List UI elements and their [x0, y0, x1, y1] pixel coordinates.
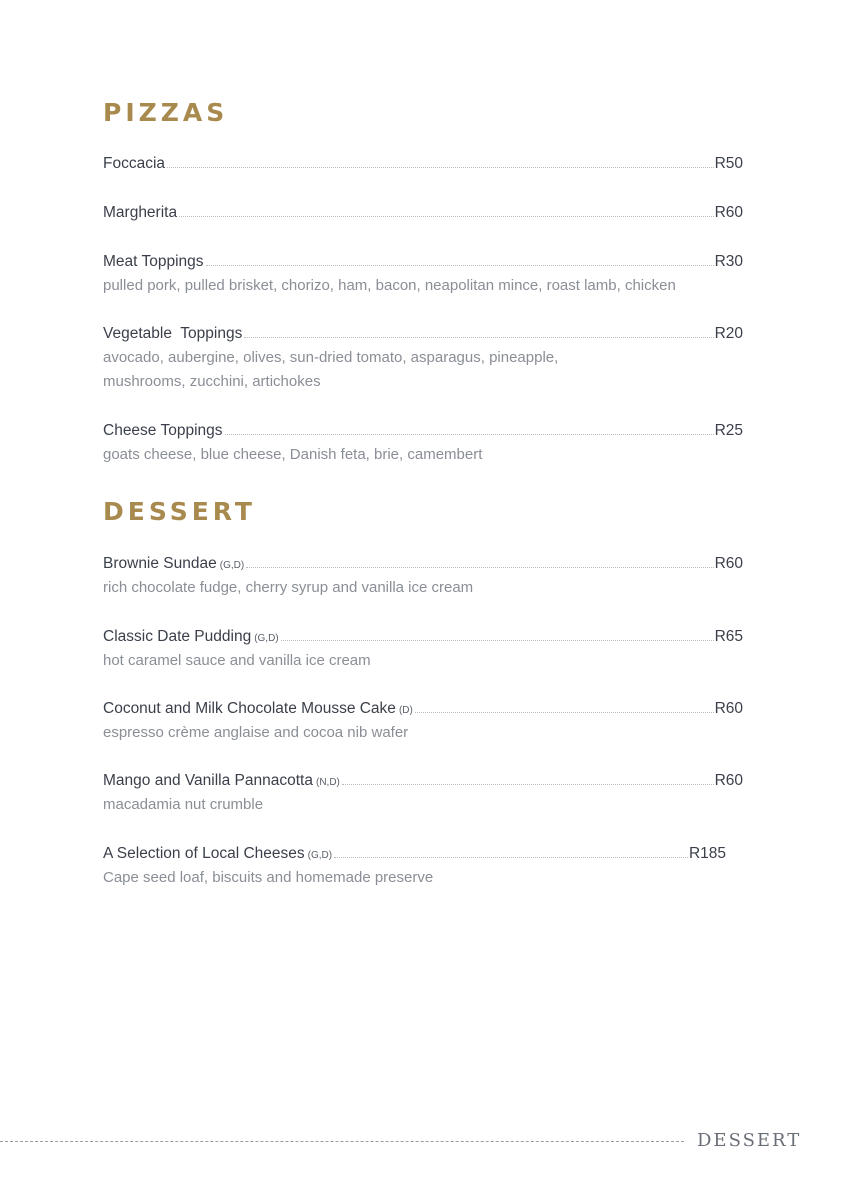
menu-item-local-cheeses	[103, 842, 726, 890]
menu-item-margherita	[103, 201, 743, 225]
item-price: R60	[714, 700, 743, 717]
item-name: A Selection of Local Cheeses	[103, 845, 305, 862]
item-description: avocado, aubergine, olives, sun-dried tomato, asparagus, pineapple,	[103, 349, 559, 366]
item-description: macadamia nut crumble	[103, 796, 264, 813]
menu-item-meat-toppings	[103, 250, 743, 298]
item-price: R20	[714, 325, 743, 342]
menu-item-brownie-sundae	[103, 552, 743, 600]
item-price: R25	[714, 422, 743, 439]
menu-item-foccacia	[103, 152, 743, 176]
item-description: pulled pork, pulled brisket, chorizo, ham, bacon, neapolitan mince, roast lamb, chicken	[103, 277, 676, 294]
item-description: Cape seed loaf, biscuits and homemade preserve	[103, 869, 434, 886]
dot-leader	[225, 434, 714, 435]
item-name: Margherita	[103, 204, 178, 221]
dot-leader	[246, 567, 713, 568]
item-description: rich chocolate fudge, cherry syrup and vanilla ice cream	[103, 579, 474, 596]
item-name: Brownie Sundae	[103, 555, 217, 572]
item-name: Classic Date Pudding	[103, 628, 252, 645]
menu-item-cheese-toppings	[103, 419, 743, 467]
item-description: mushrooms, zucchini, artichokes	[103, 373, 321, 390]
item-name: Mango and Vanilla Pannacotta	[103, 772, 313, 789]
footer-section-label: DESSERT	[697, 1130, 802, 1151]
dot-leader	[334, 857, 688, 858]
section-title-dessert: DESSERT	[103, 497, 256, 526]
dot-leader	[244, 337, 713, 338]
item-price: R30	[714, 253, 743, 270]
item-price: R60	[714, 772, 743, 789]
menu-item-classic-date-pudding	[103, 625, 743, 673]
item-name: Coconut and Milk Chocolate Mousse Cake	[103, 700, 396, 717]
item-price: R50	[714, 155, 743, 172]
menu-item-mousse-cake	[103, 697, 743, 745]
footer-dashed-line	[0, 1141, 684, 1142]
item-name: Foccacia	[103, 155, 166, 172]
item-description: espresso crème anglaise and cocoa nib wafer	[103, 724, 409, 741]
menu-item-vegetable-toppings	[103, 322, 743, 394]
dot-leader	[415, 712, 714, 713]
item-description: goats cheese, blue cheese, Danish feta, brie, camembert	[103, 446, 483, 463]
item-price: R60	[714, 204, 743, 221]
page-footer	[0, 1129, 846, 1153]
dietary-tags: (D)	[398, 705, 413, 716]
dietary-tags: (G,D)	[254, 633, 279, 644]
dot-leader	[179, 216, 713, 217]
item-name: Vegetable Toppings	[103, 325, 243, 342]
section-title-pizzas: PIZZAS	[103, 98, 229, 127]
item-price: R185	[688, 845, 726, 862]
dietary-tags: (N,D)	[315, 777, 340, 788]
item-price: R60	[714, 555, 743, 572]
item-name: Meat Toppings	[103, 253, 204, 270]
item-price: R65	[714, 628, 743, 645]
dot-leader	[206, 265, 714, 266]
dot-leader	[342, 784, 714, 785]
dietary-tags: (G,D)	[219, 560, 245, 571]
dot-leader	[281, 640, 714, 641]
menu-item-pannacotta	[103, 769, 743, 817]
dot-leader	[167, 167, 714, 168]
item-description: hot caramel sauce and vanilla ice cream	[103, 652, 371, 669]
item-name: Cheese Toppings	[103, 422, 223, 439]
dietary-tags: (G,D)	[307, 850, 333, 861]
